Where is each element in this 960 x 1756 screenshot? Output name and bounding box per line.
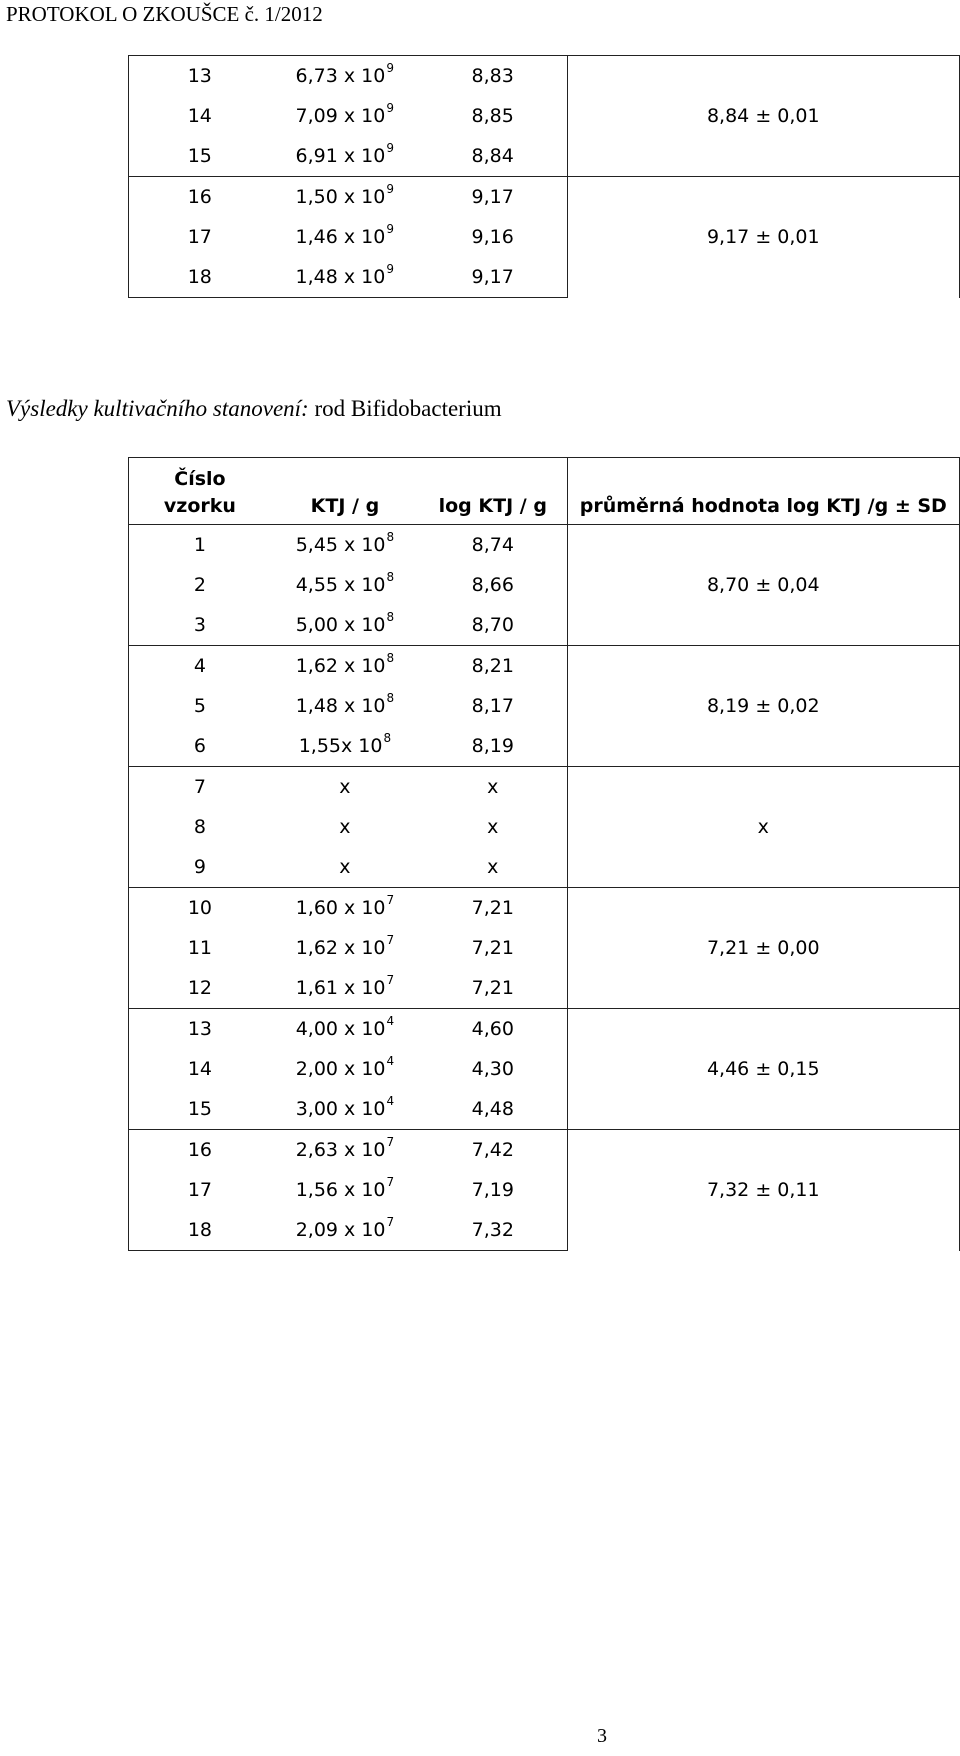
ktj-exponent: 7 [386,1175,395,1189]
ktj-mantissa: 2,09 x 10 [295,1219,386,1241]
mean-sd-cell: 9,17 ± 0,01 [567,177,959,298]
sample-number-cell: 6 [129,726,271,767]
log-ktj-cell: x [419,807,567,847]
ktj-cell [271,217,419,257]
ktj-mantissa: x [339,816,351,838]
ktj-exponent: 7 [386,933,395,947]
ktj-mantissa: 6,73 x 10 [295,65,386,87]
header-sample-number-line2: vzorku [163,495,236,517]
ktj-exponent: 8 [386,610,395,624]
ktj-mantissa: 2,63 x 10 [295,1139,386,1161]
log-ktj-cell: 7,32 [419,1210,567,1251]
sample-number-cell: 8 [129,807,271,847]
ktj-exponent: 7 [386,1215,395,1229]
ktj-cell [271,96,419,136]
sample-number-cell: 13 [129,1009,271,1050]
ktj-mantissa: x [339,776,351,798]
ktj-mantissa: 6,91 x 10 [295,145,386,167]
ktj-exponent: 4 [386,1094,395,1108]
log-ktj-cell: 8,84 [419,136,567,177]
header-sample-number [129,458,271,525]
ktj-cell [271,525,419,566]
ktj-cell [271,56,419,97]
ktj-mantissa: 5,00 x 10 [295,614,386,636]
ktj-mantissa: 4,00 x 10 [295,1018,386,1040]
sample-number-cell: 18 [129,1210,271,1251]
sample-number-cell: 17 [129,217,271,257]
log-ktj-cell: 7,21 [419,888,567,929]
ktj-exponent: 8 [386,651,395,665]
ktj-cell [271,1210,419,1251]
sample-number-cell: 10 [129,888,271,929]
table-row [129,1130,960,1171]
ktj-cell [271,726,419,767]
sample-number-cell: 4 [129,646,271,687]
ktj-mantissa: 1,56 x 10 [295,1179,386,1201]
header-ktj: KTJ / g [271,458,419,525]
ktj-exponent: 8 [386,530,395,544]
ktj-mantissa: 1,50 x 10 [295,186,386,208]
log-ktj-cell: 8,70 [419,605,567,646]
ktj-cell [271,928,419,968]
table1-body [129,56,960,298]
ktj-mantissa: 1,55x 10 [298,735,383,757]
header-log-ktj: log KTJ / g [419,458,567,525]
ktj-exponent: 9 [386,182,394,196]
table-header-row [129,458,960,525]
log-ktj-cell: 8,19 [419,726,567,767]
ktj-mantissa: 1,62 x 10 [295,937,386,959]
ktj-exponent: 8 [383,731,392,745]
ktj-cell [271,1130,419,1171]
log-ktj-cell: 7,21 [419,968,567,1009]
ktj-exponent: 8 [386,570,395,584]
ktj-exponent: 9 [386,262,394,276]
section-title-genus: rod Bifidobacterium [308,396,502,421]
ktj-cell [271,686,419,726]
table-row [129,888,960,929]
ktj-mantissa: 1,48 x 10 [295,266,386,288]
ktj-exponent: 7 [386,1135,395,1149]
table-row [129,56,960,97]
log-ktj-cell: 7,42 [419,1130,567,1171]
ktj-cell [271,1009,419,1050]
sample-number-cell: 7 [129,767,271,808]
ktj-mantissa: 5,45 x 10 [295,534,386,556]
sample-number-cell: 14 [129,96,271,136]
log-ktj-cell: 8,85 [419,96,567,136]
sample-number-cell: 18 [129,257,271,298]
ktj-cell [271,136,419,177]
header-mean-sd: průměrná hodnota log KTJ /g ± SD [567,458,959,525]
sample-number-cell: 11 [129,928,271,968]
table-row [129,1009,960,1050]
log-ktj-cell: 8,74 [419,525,567,566]
table-row [129,525,960,566]
table-row [129,767,960,808]
log-ktj-cell: 4,30 [419,1049,567,1089]
ktj-mantissa: 2,00 x 10 [295,1058,386,1080]
sample-number-cell: 1 [129,525,271,566]
ktj-cell [271,767,419,808]
ktj-mantissa: 1,61 x 10 [295,977,386,999]
ktj-cell [271,177,419,218]
ktj-cell [271,968,419,1009]
ktj-mantissa: 3,00 x 10 [295,1098,386,1120]
sample-number-cell: 16 [129,1130,271,1171]
sample-number-cell: 13 [129,56,271,97]
ktj-cell [271,888,419,929]
ktj-exponent: 9 [386,141,394,155]
mean-sd-cell: 7,21 ± 0,00 [567,888,959,1009]
ktj-cell [271,1170,419,1210]
section-title-italic: Výsledky kultivačního stanovení: [6,396,309,421]
sample-number-cell: 9 [129,847,271,888]
ktj-exponent: 9 [386,222,394,236]
mean-sd-cell: 7,32 ± 0,11 [567,1130,959,1251]
log-ktj-cell: 7,21 [419,928,567,968]
log-ktj-cell: 8,21 [419,646,567,687]
sample-number-cell: 3 [129,605,271,646]
mean-sd-cell: 8,70 ± 0,04 [567,525,959,646]
log-ktj-cell: x [419,847,567,888]
mean-sd-cell: 4,46 ± 0,15 [567,1009,959,1130]
results-table-continued [128,55,960,298]
ktj-mantissa: 1,62 x 10 [295,655,386,677]
ktj-cell [271,565,419,605]
bifidobacterium-results-table [128,457,960,1251]
ktj-mantissa: 4,55 x 10 [295,574,386,596]
ktj-mantissa: 7,09 x 10 [295,105,386,127]
log-ktj-cell: 8,66 [419,565,567,605]
ktj-cell [271,1089,419,1130]
ktj-exponent: 4 [386,1014,395,1028]
header-sample-number-line1: Číslo [174,468,226,490]
ktj-exponent: 8 [386,691,395,705]
ktj-cell [271,847,419,888]
sample-number-cell: 5 [129,686,271,726]
ktj-exponent: 7 [386,893,395,907]
log-ktj-cell: 7,19 [419,1170,567,1210]
sample-number-cell: 15 [129,136,271,177]
ktj-mantissa: x [339,856,351,878]
ktj-exponent: 7 [386,973,395,987]
log-ktj-cell: 9,16 [419,217,567,257]
page-number: 3 [597,1725,607,1747]
ktj-exponent: 9 [386,101,394,115]
log-ktj-cell: 9,17 [419,257,567,298]
sample-number-cell: 14 [129,1049,271,1089]
log-ktj-cell: 9,17 [419,177,567,218]
ktj-mantissa: 1,60 x 10 [295,897,386,919]
sample-number-cell: 17 [129,1170,271,1210]
ktj-cell [271,257,419,298]
log-ktj-cell: 8,83 [419,56,567,97]
ktj-cell [271,605,419,646]
sample-number-cell: 16 [129,177,271,218]
ktj-exponent: 4 [386,1054,395,1068]
ktj-exponent: 9 [386,61,394,75]
table2-body [129,525,960,1251]
mean-sd-cell: 8,19 ± 0,02 [567,646,959,767]
document-header: PROTOKOL O ZKOUŠCE č. 1/2012 [6,2,323,26]
sample-number-cell: 2 [129,565,271,605]
log-ktj-cell: 8,17 [419,686,567,726]
sample-number-cell: 15 [129,1089,271,1130]
log-ktj-cell: 4,60 [419,1009,567,1050]
ktj-mantissa: 1,46 x 10 [295,226,386,248]
log-ktj-cell: 4,48 [419,1089,567,1130]
table-row [129,177,960,218]
ktj-cell [271,646,419,687]
ktj-cell [271,807,419,847]
mean-sd-cell: x [567,767,959,888]
log-ktj-cell: x [419,767,567,808]
mean-sd-cell: 8,84 ± 0,01 [567,56,959,177]
ktj-cell [271,1049,419,1089]
sample-number-cell: 12 [129,968,271,1009]
section-title [6,396,502,422]
ktj-mantissa: 1,48 x 10 [295,695,386,717]
table-row [129,646,960,687]
